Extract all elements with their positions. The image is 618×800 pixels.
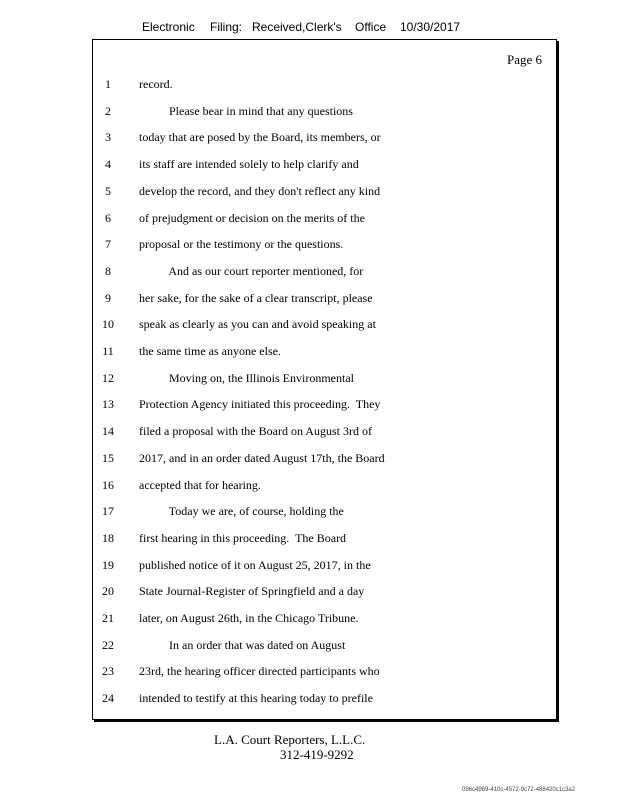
line-number: 16 bbox=[102, 478, 114, 492]
filing-stamp-received: Received,Clerk's bbox=[252, 20, 342, 34]
transcript-line: Today we are, of course, holding the bbox=[139, 504, 344, 518]
transcript-line: the same time as anyone else. bbox=[139, 344, 281, 358]
transcript-line: Moving on, the Illinois Environmental bbox=[139, 371, 354, 385]
transcript-line: develop the record, and they don't reflect any kind bbox=[139, 184, 381, 198]
line-number: 11 bbox=[102, 344, 114, 358]
filing-stamp-office: Office bbox=[355, 20, 387, 34]
transcript-line: 2017, and in an order dated August 17th, the Board bbox=[139, 451, 385, 465]
line-number: 15 bbox=[102, 451, 114, 465]
line-number: 13 bbox=[102, 397, 114, 411]
transcript-page bbox=[92, 39, 557, 720]
court-reporter-name: L.A. Court Reporters, L.L.C. bbox=[214, 732, 366, 747]
line-number: 10 bbox=[102, 317, 114, 331]
transcript-line: filed a proposal with the Board on August 3rd of bbox=[139, 424, 372, 438]
transcript-line: Protection Agency initiated this proceeding. They bbox=[139, 397, 381, 411]
line-number: 3 bbox=[105, 130, 111, 144]
transcript-line: Please bear in mind that any questions bbox=[139, 104, 353, 118]
court-reporter-phone: 312-419-9292 bbox=[280, 747, 354, 762]
transcript-line: State Journal-Register of Springfield and a day bbox=[139, 584, 365, 598]
line-number: 6 bbox=[105, 211, 111, 225]
line-number: 2 bbox=[105, 104, 111, 118]
transcript-line: speak as clearly as you can and avoid speaking at bbox=[139, 317, 376, 331]
line-number: 9 bbox=[105, 291, 111, 305]
filing-stamp-header bbox=[142, 20, 502, 38]
line-number: 19 bbox=[102, 558, 114, 572]
transcript-line: her sake, for the sake of a clear transcript, please bbox=[139, 291, 373, 305]
line-number: 1 bbox=[105, 77, 111, 91]
filing-stamp-filing: Filing: bbox=[210, 20, 243, 34]
page-number: Page 6 bbox=[506, 52, 542, 67]
transcript-line: 23rd, the hearing officer directed participants who bbox=[139, 664, 380, 678]
transcript-line: of prejudgment or decision on the merits of the bbox=[139, 211, 365, 225]
transcript-line: And as our court reporter mentioned, for bbox=[139, 264, 364, 278]
transcript-line: accepted that for hearing. bbox=[139, 478, 261, 492]
line-number: 24 bbox=[102, 691, 114, 705]
transcript-line: In an order that was dated on August bbox=[139, 638, 346, 652]
line-number: 23 bbox=[102, 664, 114, 678]
transcript-line: later, on August 26th, in the Chicago Tribune. bbox=[139, 611, 359, 625]
line-number: 7 bbox=[105, 237, 111, 251]
transcript-line: today that are posed by the Board, its members, or bbox=[139, 130, 381, 144]
transcript-line: first hearing in this proceeding. The Board bbox=[139, 531, 347, 545]
line-number: 14 bbox=[102, 424, 114, 438]
transcript-line: proposal or the testimony or the questions. bbox=[139, 237, 344, 251]
line-number: 12 bbox=[102, 371, 114, 385]
transcript-line: published notice of it on August 25, 2017, in the bbox=[139, 558, 371, 572]
line-number: 5 bbox=[105, 184, 111, 198]
filing-stamp-electronic: Electronic bbox=[142, 20, 195, 34]
line-number: 17 bbox=[102, 504, 114, 518]
line-number: 18 bbox=[102, 531, 114, 545]
line-number: 4 bbox=[105, 157, 111, 171]
transcript-line: its staff are intended solely to help clarify and bbox=[139, 157, 359, 171]
line-number: 21 bbox=[102, 611, 114, 625]
line-number: 22 bbox=[102, 638, 114, 652]
transcript-line: record. bbox=[139, 77, 173, 91]
line-number: 8 bbox=[105, 264, 111, 278]
line-number: 20 bbox=[102, 584, 114, 598]
transcript-line: intended to testify at this hearing today to prefile bbox=[139, 691, 373, 705]
filing-stamp-date: 10/30/2017 bbox=[400, 20, 461, 34]
document-hash: 096c4969-410c-4572-9c72-488420c1c3a2 bbox=[462, 787, 576, 793]
